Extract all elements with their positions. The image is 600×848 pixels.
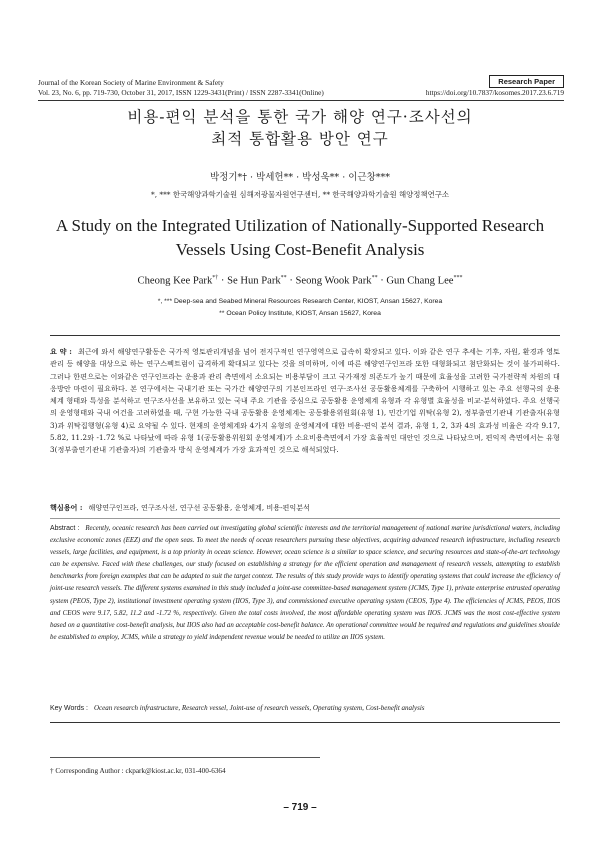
title-korean-line1: 비용-편익 분석을 통한 국가 해양 연구·조사선의 — [127, 108, 473, 126]
abstract-english-text: Recently, oceanic research has been carried out investigating global scientific interests and the territorial management of national marine jurisdictional waters, including exclusive economic zones (EEZ) and the open seas. To meet the needs of ocean researchers pursuing these objectives, acquiring advanced research infrastructure, including research vessels, large facilities, and equipment, is a top priority in ocean science. However, ocean science is a similar to space science, and securing resources and state-of-the-art technology can be expensive. Faced with these challenges, our study focused on establishing a strategy for the efficient operation and management of research vessels, attempting to establish benchmarks from foreign examples that can be adapted to suit the target context. The results of this study provide ways to identify operating systems that could increase the efficiency of joint-use research vessels. The different systems examined in this study included a joint-use committee-based management system (JCMS, Type 1), private enterprise entrusted operating system (PEOS, Type 2), institutional investment operating system (IIOS, Type 3), and commissioned executive operating system (CEOS, Type 4). The efficiencies of JCMS, PEOS, IIOS and CEOS were 9.17, 5.82, 11.2 and -1.72 %, respectively. Given the total costs involved, the most affordable operating system was IIOS. JCMS was the most cost-effective system based on a quantitative cost-benefit analysis, but IIOS also had an acceptable cost-benefit balance. An operational committee would be required and regulations and guidelines shoulde be established to employ, JCMS, while a strategy to yield independent revenue would be needed to utilize an IIOS system. — [50, 525, 560, 641]
keywords-english-text: Ocean research infrastructure, Research vessel, Joint-use of research vessels, Operating system, Cost-benefit analysis — [94, 704, 425, 712]
keywords-korean — [50, 502, 560, 514]
page-number: – 719 – — [283, 802, 317, 813]
abstract-top-rule — [50, 335, 560, 336]
keywords-english-label: Key Words : — [50, 705, 88, 712]
title-english-line1: A Study on the Integrated Utilization of Nationally-Supported Research — [55, 216, 545, 235]
journal-info — [38, 78, 324, 98]
author-mark: ** — [280, 275, 287, 281]
author-name: Seong Wook Park — [295, 275, 372, 287]
affiliation-english — [0, 296, 600, 320]
abstract-english — [50, 523, 560, 644]
title-english — [0, 214, 600, 262]
title-korean — [0, 106, 600, 150]
authors-korean: 박정기*† · 박세헌** · 박성욱** · 이근창*** — [209, 172, 391, 183]
header-rule — [38, 100, 564, 101]
journal-volume: Vol. 23, No. 6, pp. 719-730, October 31, 2017, ISSN 1229-3431(Print) / ISSN 2287-3341(Online) — [38, 88, 324, 97]
affiliation-korean: *, *** 한국해양과학기술원 심해저광물자원연구센터, ** 한국해양과학기술원 해양정책연구소 — [151, 190, 449, 199]
keywords-korean-label: 핵심용어 : — [50, 503, 83, 512]
author-mark: *** — [453, 275, 463, 281]
affiliation-english-line2: ** Ocean Policy Institute, KIOST, Ansan 15627, Korea — [219, 310, 381, 317]
article-type-badge: Research Paper — [489, 75, 564, 88]
title-korean-line2: 최적 통합활용 방안 연구 — [211, 130, 389, 148]
author-mark: *† — [212, 275, 219, 281]
keywords-korean-text: 해양연구인프라, 연구조사선, 연구선 공동활용, 운영체계, 비용-편익분석 — [88, 503, 310, 512]
corresponding-author-footnote: † Corresponding Author : ckpark@kiost.ac.kr, 031-400-6364 — [50, 767, 226, 775]
title-english-line2: Vessels Using Cost-Benefit Analysis — [175, 240, 425, 259]
author-separator: · — [380, 275, 384, 287]
affiliation-english-line1: *, *** Deep-sea and Seabed Mineral Resources Research Center, KIOST, Ansan 15627, Korea — [157, 298, 443, 305]
abstract-bottom-rule — [50, 722, 560, 723]
authors-english — [0, 275, 600, 287]
author-separator: · — [220, 275, 225, 287]
author-separator: · — [289, 275, 293, 287]
author-name: Gun Chang Lee — [386, 275, 454, 287]
keywords-english — [50, 704, 560, 712]
author-mark: ** — [371, 275, 378, 281]
abstract-divider — [50, 518, 560, 519]
abstract-korean-label: 요 약 : — [50, 347, 72, 356]
author-name: Se Hun Park — [227, 275, 281, 287]
abstract-english-label: Abstract : — [50, 525, 80, 532]
doi-link[interactable]: https://doi.org/10.7837/kosomes.2017.23.6.719 — [425, 88, 564, 97]
journal-name: Journal of the Korean Society of Marine Environment & Safety — [38, 78, 224, 87]
footnote-rule — [50, 757, 320, 758]
author-name: Cheong Kee Park — [137, 275, 213, 287]
abstract-korean-text: 최근에 와서 해양연구활동은 국가적 영토관리개념을 넘어 전지구적인 연구영역으로 급속히 확장되고 있다. 이와 같은 연구 추세는 기후, 자원, 환경과 영토관리 등 해양을 대상으로 하는 연구스펙트럼이 급격하게 확대되고 있다는 것을 의미하며, 이에 따른 해양연구인프라 또한 대형화되고 첨단화되는 것이 불가피하다. 그러나 한편으로는 이와같은 연구인프라는 운용과 관리 측면에서 소요되는 비용부담이 크고 국가재정 의존도가 높기 때문에 효율성을 고려한 국가전략적 차원의 대응방안 마련이 필요하다. 본 연구에서는 국내기관 또는 국가간 해양연구의 기본인프라인 연구·조사선 공동활용체계를 구축하여 시행하고 있는 주요 선행국의 운용체계 형태와 특성을 분석하고 연구조사선을 보유하고 있는 국내 주요 기관을 중심으로 공동활용 운영체계 유형과 각 유형별 효율성을 비교·분석하였다. 주요 선행국의 운영형태와 국내 여건을 고려하였을 때, 구현 가능한 국내 공동활용 운영체계는 공동활용위원회(유형 1), 민간기업 위탁(유형 2), 정부출연기관내 기관출자(유형 3)과 위탁집행형(유형 4)로 요약될 수 있다. 현재의 운영체계와 4가지 유형의 운영체계에 대한 비용-편익 분석 결과, 유형 1, 2, 3과 4의 효과성 비율은 각각 9.17, 5.82, 11.2와 -1.72 %로 나타났에 따라 유형 1(공동활용위원회 운영체계)가 소요비용측면에서 가장 효율적인 대안인 것으로 나타났으며, 편익적 측면에서는 유형 3(정부출연기관내 기관출자)의 기관출자 방식 운영체계가 가장 효과적인 것으로 해석되었다. — [50, 347, 560, 455]
abstract-korean — [50, 346, 560, 457]
